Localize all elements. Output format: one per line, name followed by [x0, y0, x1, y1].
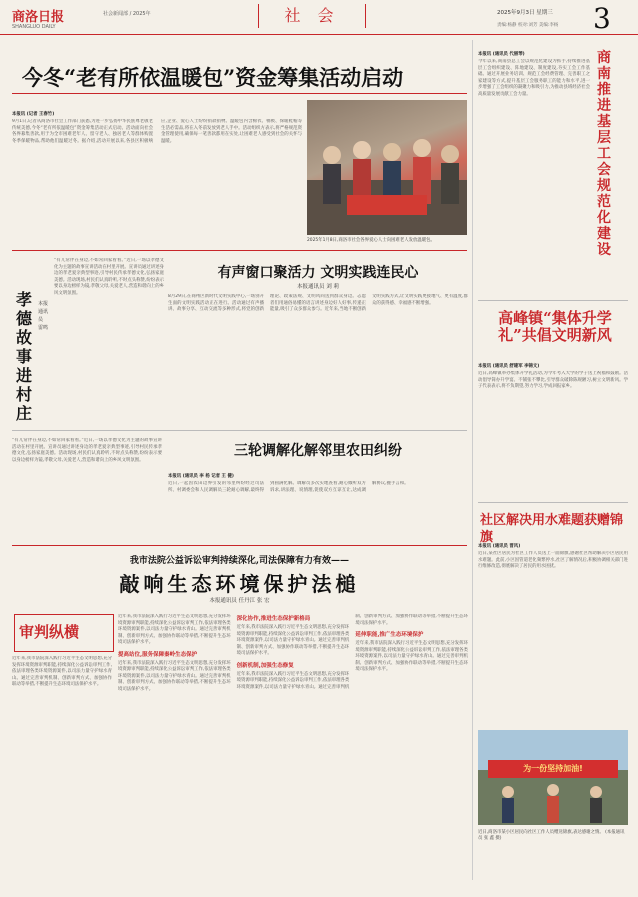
right-bottom-photo — [478, 730, 628, 825]
right-divider-2 — [478, 502, 628, 503]
right-bottom-body: 近日,某社区居民为社区工作人员送上一面锦旗,感谢社区帮助解决小区居民用水难题。此前,小区因管道老化频繁停水,社区了解情况后,积极协调相关部门进行维修改造,彻底解决了居民的用水困扰。 — [478, 551, 628, 569]
lead-byline: 本报讯 (记者 王春竹) — [12, 112, 55, 117]
column-badge — [14, 614, 114, 652]
center-mid-body: 8月29日,在商州区新时代文明实践中心,一场别开生面的文明实践活动正在进行。活动通过有声播讲、故事分享、互动交流等多种形式,将党的创新理论、政策法规、文明风尚送到群众身边。志愿者们用通俗易懂的语言讲述身边好人好事,传递正能量,吸引了众多群众参与。近年来,当地不断创新文明实践方式,让文明实践更接地气、更有温度,群众的获得感、幸福感不断增强。 — [168, 294, 468, 312]
right-bottom-article — [478, 532, 628, 711]
right-mid-byline: 本报讯 (通讯员 舒建军 李锦文) — [478, 364, 540, 369]
dispute-body: 近日,一起因农田边界引发的邻里纠纷经过司法所、村调委会和人民调解员三轮耐心调解,最终得到圆满化解。调解员多次实地查看,耐心倾听双方诉求,讲法理、说情理,促使双方互谅互让,达成调解协议,握手言和。 — [168, 481, 409, 493]
banner-presentation-photo — [478, 730, 628, 825]
lead-headline: 今冬“老有所依温暖包”资金筹集活动启动 — [22, 65, 404, 90]
right-mid-article — [478, 352, 628, 481]
banner-text: 为一份坚持加油! — [523, 764, 583, 773]
lead-article — [12, 100, 302, 217]
court-sub1: 提高站位,服务保障秦岭生态保护 — [118, 651, 198, 658]
court-body-col1: 近年来,我市法院深入践行习近平生态文明思想,充分发挥环境资源审判职能,持续深化公益诉讼审判工作,依法审理各类环境资源案件,以司法力量守护绿水青山。通过完善审判机制、创新审判方式、加强协作联动等举措,不断提升生态环境司法保护水平。 — [12, 656, 112, 687]
lead-photo — [307, 100, 467, 235]
right-top-article — [478, 40, 590, 309]
left-mid-byline: 本报通讯员 雷鸣 — [38, 301, 49, 331]
right-mid-title: 高峰镇“集体升学礼”共倡文明新风 — [498, 309, 612, 344]
court-sub2: 深化协作,推进生态保护新格局 — [236, 616, 311, 622]
court-body-5: 近年来,我市法院深入践行习近平生态文明思想,充分发挥环境资源审判职能,持续深化公益诉讼审判工作,依法审理各类环境资源案件,以司法力量守护绿水青山。通过完善审判机制、创新审判方式、加强协作联动等举措,不断提升生态环境司法保护水平。 — [355, 641, 468, 672]
court-byline: 本报通讯员 任丹江 张 宏 — [209, 598, 270, 604]
page-number: 3 — [593, 2, 611, 35]
mid-rule — [12, 250, 467, 251]
section-tag: 社 会 — [258, 4, 366, 28]
dispute-article — [168, 462, 468, 551]
court-kicker: 我市法院公益诉讼审判持续深化,司法保障有力有效—— — [129, 556, 350, 566]
editor-line: 责编:杨静 校对:刘芳 美编:李杨 — [497, 23, 559, 28]
court-body: 近年来,我市法院深入践行习近平生态文明思想,充分发挥环境资源审判职能,持续深化公益诉讼审判工作,依法审理各类环境资源案件,以司法力量守护绿水青山。通过完善审判机制、创新审判方式、加强协作联动等举措,不断提升生态环境司法保护水平。 — [118, 614, 231, 645]
left-mid-body: “有儿常伴在身边,不如常回家看看。”近日,一场以孝德文化为主题的故事宣讲活动在村里开展。宣讲员通过讲述身边的孝老爱亲典型事迹,引导村民传承孝德文化,弘扬家庭美德。活动现场,村民们认真聆听,不时点头称赞,纷纷表示要以身边榜样为镜,孝敬父母,关爱老人,营造和谐向上的乡风文明氛围。 — [54, 258, 164, 296]
right-mid-body: 近日,高峰镇举办集体升学礼活动,为今年考入大学的学子送上祝福和鼓励。活动倡导简办升学宴、不铺张不攀比,引导群众破除陈规陋习,树立文明新风。学子代表表示,将不负期望,努力学习,学成回报家乡。 — [478, 371, 628, 389]
date-line: 2025年9月3日 星期三 — [497, 10, 553, 16]
center-mid-byline: 本报通讯员 刘 莉 — [297, 284, 339, 290]
center-mid-title: 有声窗口聚活力 文明实践连民心 — [217, 265, 419, 281]
lead-caption: 2025年1月8日,商洛市社会各界爱心人士向困难老人发放温暖包。 — [307, 238, 435, 243]
right-divider-1 — [478, 300, 628, 301]
right-top-byline: 本报讯 (通讯员 代丽琴) — [478, 52, 525, 57]
column-divider — [472, 40, 473, 880]
court-body-2: 近年来,我市法院深入践行习近平生态文明思想,充分发挥环境资源审判职能,持续深化公益诉讼审判工作,依法审理各类环境资源案件,以司法力量守护绿水青山。通过完善审判机制、创新审判方式、加强协作联动等举措,不断提升生态环境司法保护水平。 — [118, 660, 231, 692]
right-top-title: 商南推进基层工会规范化建设 — [597, 50, 611, 258]
court-sub3: 创新机制,加强生态修复 — [236, 662, 294, 669]
left-mid-title: 孝德故事进村庄 — [16, 290, 33, 423]
right-bottom-caption-text: 近日,商洛市某小区居民向社区工作人员赠送锦旗,表达感谢之情。 — [478, 830, 604, 835]
court-body-3: 近年来,我市法院深入践行习近平生态文明思想,充分发挥环境资源审判职能,持续深化公益诉讼审判工作,依法审理各类环境资源案件,以司法力量守护绿水青山。通过完善审判机制、创新审判方式、加强协作联动等举措,不断提升生态环境司法保护水平。 — [236, 625, 350, 656]
right-top-body: 今年以来,商南县总工会以规范化建设为抓手,持续推进基层工会组织建设、阵地建设、制度建设,夯实工会工作基础。通过开展业务培训、规范工会经费管理、完善职工之家建设等方式,提升基层工会服务职工的能力和水平,进一步增强了工会组织的凝聚力和吸引力,为推动县域经济社会高质量发展贡献工会力量。 — [478, 59, 590, 97]
right-bottom-caption — [478, 830, 628, 842]
dispute-title: 三轮调解化解邻里农田纠纷 — [234, 443, 402, 459]
court-sub4: 延伸职能,推广生态环境保护 — [355, 632, 424, 638]
court-body-cols — [118, 614, 468, 884]
logo-subtitle: SHANGLUO DAILY — [12, 24, 56, 30]
elderly-group-photo — [307, 100, 467, 235]
court-body-4: 近年来,我市法院深入践行习近平生态文明思想,充分发挥环境资源审判职能,持续深化公益诉讼审判工作,依法审理各类环境资源案件,以司法力量守护绿水青山。通过完善审判机制、创新审判方式、加强协作联动等举措,不断提升生态环境司法保护水平。 — [236, 614, 468, 690]
dispute-byline: 本报讯 (通讯员 李 杨 记者 王 健) — [168, 474, 234, 479]
right-bottom-byline: 本报讯 (通讯员 晋风) — [478, 544, 521, 549]
column-label: 审判纵横 — [19, 623, 80, 641]
lead-rule — [12, 93, 467, 94]
newspaper-logo: 商洛日报 — [12, 10, 65, 25]
issue-meta: 社会新闻部 / 2025年 — [103, 11, 151, 17]
lead-body: 9月1日,记者从商洛市社会工作部门获悉,为进一步弘扬中华民族尊老敬老传统美德,今冬“老有所依温暖包”资金筹集活动正式启动。活动面向社会各界募集善款,用于为全市困难老年人、留守老人、独居老人等群体购置冬季保暖物品,帮助他们温暖过冬。据介绍,活动开展以来,各县区积极响应,企业、爱心人士纷纷捐款捐物。温暖包内含棉衣、棉被、保暖鞋帽等生活必需品,将在入冬前发放到老人手中。活动组织方表示,将严格规范资金管理使用,确保每一笔善款都用在实处,让困难老人感受到社会的关怀与温暖。 — [12, 119, 302, 144]
right-bottom-credit: (本报通讯员 张 鑫 摄) — [478, 830, 625, 841]
left-mid-continued: “有儿常伴在身边,不如常回家看看。”近日,一场以孝德文化为主题的故事宣讲活动在村里开展。宣讲员通过讲述身边的孝老爱亲典型事迹,引导村民传承孝德文化,弘扬家庭美德。活动现场,村民们认真聆听,不时点头称赞,纷纷表示要以身边榜样为镜,孝敬父母,关爱老人,营造和谐向上的乡风文明氛围。 — [12, 438, 162, 463]
right-bottom-title: 社区解决用水难题获赠锦旗 — [480, 513, 624, 545]
dispute-rule — [12, 430, 467, 431]
court-rule — [12, 545, 467, 546]
court-title: 敲响生态环境保护法槌 — [119, 572, 360, 596]
